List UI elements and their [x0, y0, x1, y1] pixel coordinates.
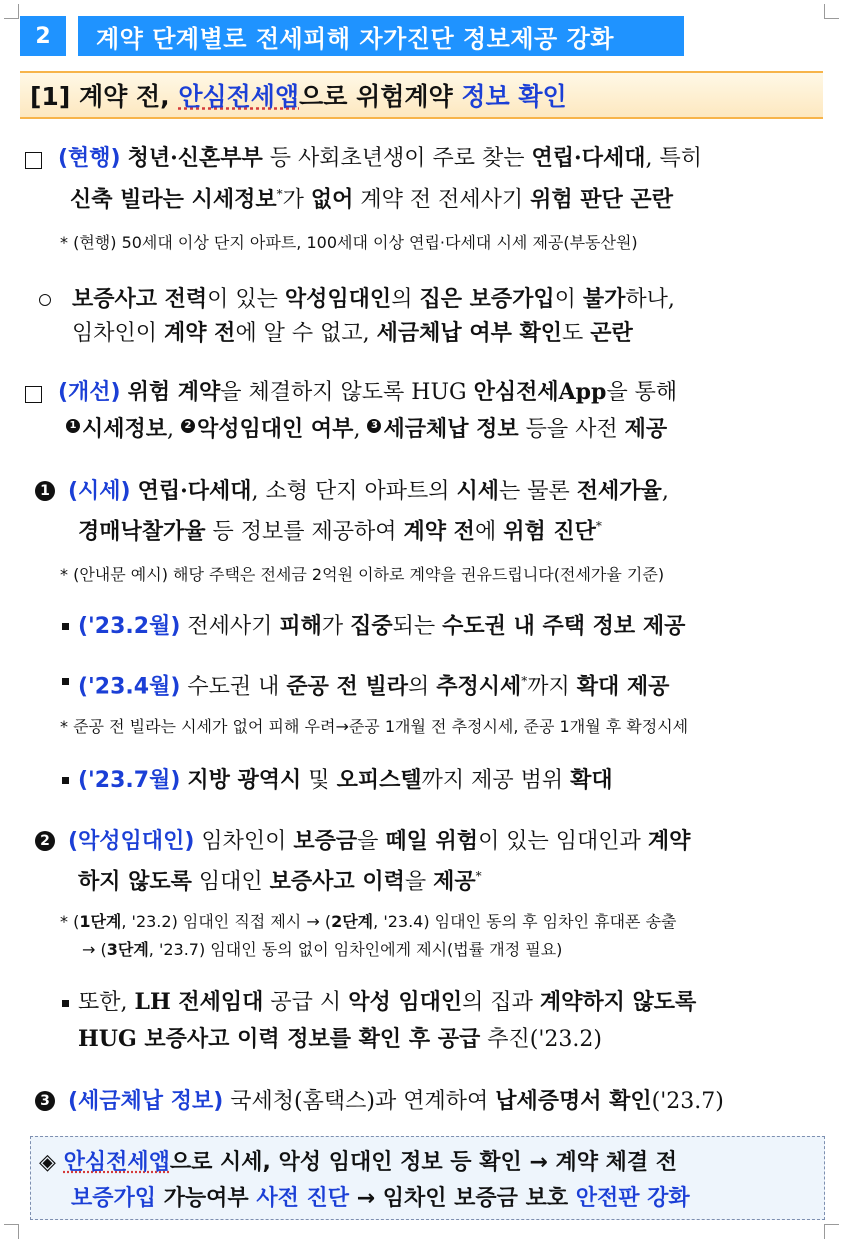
subheading-app: 안심전세앱 — [178, 82, 300, 111]
current-line-2: 신축 빌라는 시세정보*가 없어 계약 전 전세사기 위험 판단 곤란 — [70, 186, 673, 213]
item1-line-1: (시세) 연립·다세대, 소형 단지 아파트의 시세는 물론 전세가율, — [68, 478, 669, 504]
current-line-1: (현행) 청년·신혼부부 등 사회초년생이 주로 찾는 연립·다세대, 특히 — [58, 145, 702, 171]
item1-note: * (안내문 예시) 해당 주택은 전세금 2억원 이하로 계약을 권유드립니다(전세가율 기준) — [60, 565, 665, 584]
circle-bullet-icon — [39, 294, 51, 306]
checkbox-icon — [25, 386, 42, 403]
square-bullet-icon — [62, 1000, 69, 1007]
subheading-prefix: [1] 계약 전, — [30, 82, 179, 111]
item1-bullet2-note: * 준공 전 빌라는 시세가 없어 피해 우려→준공 1개월 전 추정시세, 준공 1개월 후 확정시세 — [60, 717, 689, 736]
item1-bullet-3: ('23.7월) 지방 광역시 및 오피스텔까지 제공 범위 확대 — [78, 767, 613, 793]
improve-line-2: 1 시세정보, 2 악성임대인 여부, 3 세금체납 정보 등을 사전 제공 — [66, 414, 667, 445]
item-number-icon: 2 — [35, 831, 55, 851]
item-number-icon: 3 — [35, 1091, 55, 1111]
subheading-tail: 정보 확인 — [461, 82, 567, 111]
item2-note-2: → (3단계, '23.7) 임대인 동의 없이 임차인에게 제시(법률 개정 필요) — [82, 940, 563, 959]
summary-box — [30, 1136, 825, 1220]
circled-number-icon: 2 — [181, 419, 195, 433]
square-bullet-icon — [62, 678, 69, 685]
item-number-icon: 1 — [35, 481, 55, 501]
summary-line-2: 보증가입 가능여부 사전 진단 → 임차인 보증금 보호 안전판 강화 — [71, 1186, 690, 1211]
section-number: 2 — [20, 16, 66, 56]
improve-line-1: (개선) 위험 계약을 체결하지 않도록 HUG 안심전세App을 통해 — [58, 379, 678, 405]
square-bullet-icon — [62, 777, 69, 784]
checkbox-icon — [25, 152, 42, 169]
item1-line-2: 경매낙찰가율 등 정보를 제공하여 계약 전에 위험 진단* — [78, 518, 602, 545]
current-sub-line-2: 임차인이 계약 전에 알 수 없고, 세금체납 여부 확인도 곤란 — [72, 320, 633, 346]
item2-line-2: 하지 않도록 임대인 보증사고 이력을 제공* — [78, 868, 482, 895]
corner-mark — [824, 4, 839, 19]
current-note: * (현행) 50세대 이상 단지 아파트, 100세대 이상 연립·다세대 시세 제공(부동산원) — [60, 233, 638, 252]
item2-line-1: (악성임대인) 임차인이 보증금을 떼일 위험이 있는 임대인과 계약 — [68, 828, 691, 854]
current-sub-line-1: 보증사고 전력이 있는 악성임대인의 집은 보증가입이 불가하나, — [72, 286, 675, 312]
item2-bullet-line-1: 또한, LH 전세임대 공급 시 악성 임대인의 집과 계약하지 않도록 — [78, 989, 697, 1015]
corner-mark — [4, 4, 19, 19]
item1-bullet-2: ('23.4월) 수도권 내 준공 전 빌라의 추정시세*까지 확대 제공 — [78, 673, 670, 700]
square-bullet-icon — [62, 623, 69, 630]
section-title: 계약 단계별로 전세피해 자가진단 정보제공 강화 — [78, 16, 684, 56]
summary-line-1: ◈ 안심전세앱으로 시세, 악성 임대인 정보 등 확인 → 계약 체결 전 — [39, 1150, 678, 1175]
subheading-mid: 으로 위험계약 — [299, 82, 462, 111]
item2-note-1: * (1단계, '23.2) 임대인 직접 제시 → (2단계, '23.4) 임대인 동의 후 임차인 휴대폰 송출 — [60, 912, 677, 931]
corner-mark — [824, 1224, 839, 1239]
corner-mark — [4, 1224, 19, 1239]
item1-bullet-1: ('23.2월) 전세사기 피해가 집중되는 수도권 내 주택 정보 제공 — [78, 613, 686, 639]
item2-bullet-line-2: HUG 보증사고 이력 정보를 확인 후 공급 추진('23.2) — [78, 1026, 602, 1052]
diamond-icon: ◈ — [39, 1150, 56, 1175]
circled-number-icon: 1 — [66, 419, 80, 433]
subheading — [20, 71, 823, 119]
circled-number-icon: 3 — [367, 419, 381, 433]
item3-line: (세금체납 정보) 국세청(홈택스)과 연계하여 납세증명서 확인('23.7) — [68, 1088, 724, 1114]
